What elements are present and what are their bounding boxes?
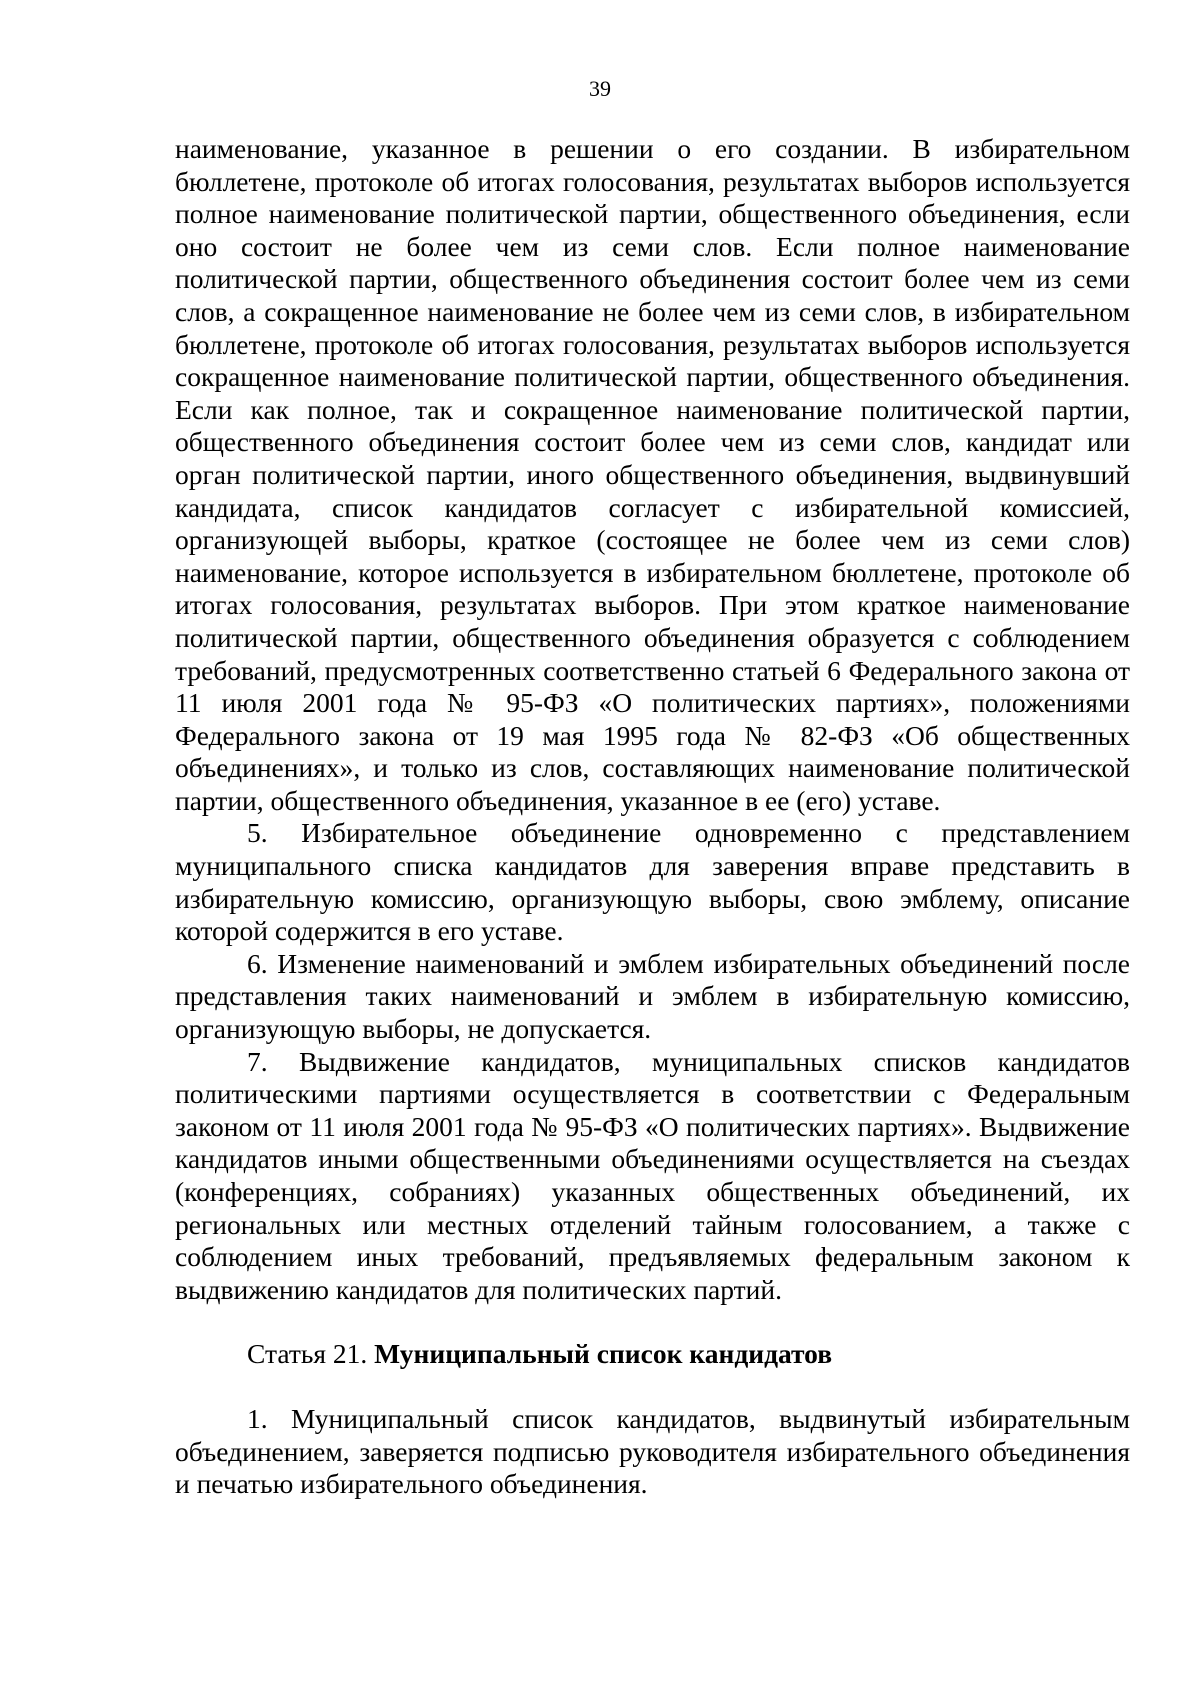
article-number: Статья 21. bbox=[247, 1338, 375, 1370]
article-heading bbox=[175, 1338, 1130, 1371]
paragraph-continuation: наименование, указанное в решении о его создании. В избирательном бюллетене, протоколе об итогах голосования, результатах выборов используется полное наименование политической партии, общественного объединения, если оно состоит не более чем из семи слов. Если полное наименование политической партии, общественного объединения состоит более чем из семи слов, а сокращенное наименование не более чем из семи слов, в избирательном бюллетене, протоколе об итогах голосования, результатах выборов используется сокращенное наименование политической партии, общественного объединения. Если как полное, так и сокращенное наименование политической партии, общественного объединения состоит более чем из семи слов, кандидат или орган политической партии, иного общественного объединения, выдвинувший кандидата, список кандидатов согласует с избирательной комиссией, организующей выборы, краткое (состоящее не более чем из семи слов) наименование, которое используется в избирательном бюллетене, протоколе об итогах голосования, результатах выборов. При этом краткое наименование политической партии, общественного объединения образуется с соблюдением требований, предусмотренных соответственно статьей 6 Федерального закона от 11 июля 2001 года № 95-ФЗ «О политических партиях», положениями Федерального закона от 19 мая 1995 года № 82-ФЗ «Об общественных объединениях», и только из слов, составляющих наименование политической партии, общественного объединения, указанное в ее (его) уставе. bbox=[175, 133, 1130, 816]
document-body bbox=[175, 133, 1130, 1501]
paragraph-6: 6. Изменение наименований и эмблем избирательных объединений после представления таких наименований и эмблем в избирательную комиссию, организующую выборы, не допускается. bbox=[175, 947, 1130, 1045]
paragraph-5: 5. Избирательное объединение одновременно с представлением муниципального списка кандидатов для заверения вправе представить в избирательную комиссию, организующую выборы, свою эмблему, описание которой содержится в его уставе. bbox=[175, 817, 1130, 947]
paragraph-7: 7. Выдвижение кандидатов, муниципальных списков кандидатов политическими партиями осуществляется в соответствии с Федеральным законом от 11 июля 2001 года № 95-ФЗ «О политических партиях». Выдвижение кандидатов иными общественными объединениями осуществляется на съездах (конференциях, собраниях) указанных общественных объединений, их региональных или местных отделений тайным голосованием, а также с соблюдением иных требований, предъявляемых федеральным законом к выдвижению кандидатов для политических партий. bbox=[175, 1045, 1130, 1305]
article-paragraph-1: 1. Муниципальный список кандидатов, выдвинутый избирательным объединением, заверяется подписью руководителя избирательного объединения и печатью избирательного объединения. bbox=[175, 1402, 1130, 1500]
article-title: Муниципальный список кандидатов bbox=[374, 1338, 833, 1370]
page-number: 39 bbox=[589, 76, 611, 101]
